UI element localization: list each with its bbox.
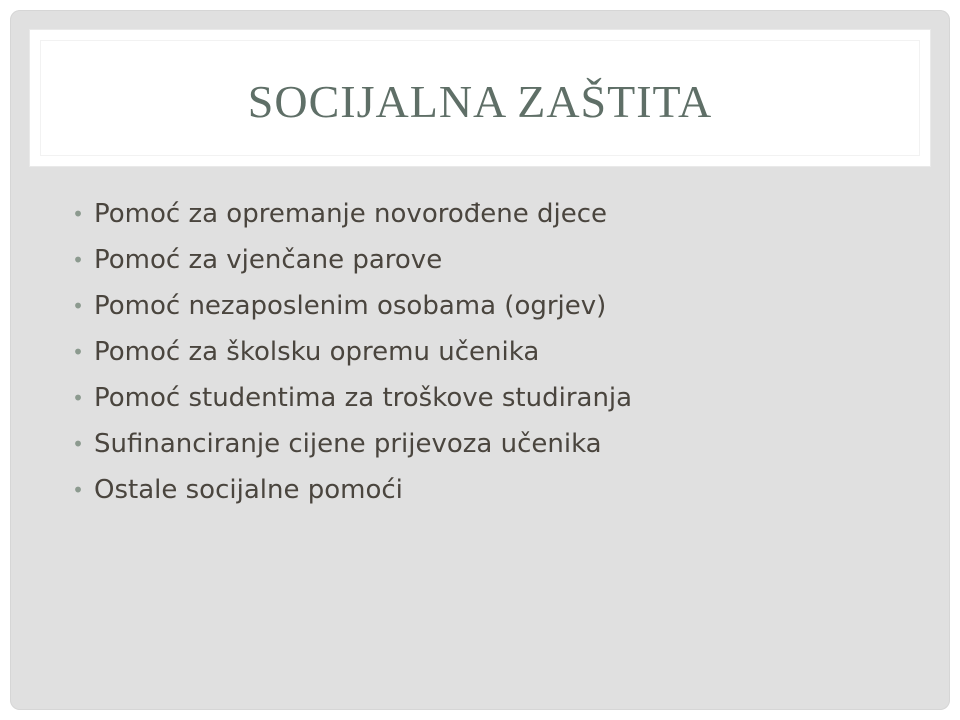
bullet-dot-icon: • bbox=[72, 248, 84, 272]
bullet-item bbox=[70, 191, 632, 237]
bullet-item bbox=[70, 237, 632, 283]
bullet-list bbox=[70, 191, 632, 513]
bullet-dot-icon: • bbox=[72, 478, 84, 502]
bullet-item bbox=[70, 421, 632, 467]
bullet-dot-icon: • bbox=[72, 294, 84, 318]
bullet-text: Pomoć nezaposlenim osobama (ogrjev) bbox=[94, 291, 607, 321]
bullet-text: Sufinanciranje cijene prijevoza učenika bbox=[94, 429, 602, 459]
bullet-text: Pomoć studentima za troškove studiranja bbox=[94, 383, 633, 413]
bullet-text: Pomoć za vjenčane parove bbox=[94, 245, 443, 275]
bullet-item bbox=[70, 375, 632, 421]
bullet-item bbox=[70, 467, 632, 513]
slide bbox=[10, 10, 950, 710]
bullet-dot-icon: • bbox=[72, 432, 84, 456]
bullet-item bbox=[70, 283, 632, 329]
bullet-dot-icon: • bbox=[72, 386, 84, 410]
slide-title: SOCIJALNA ZAŠTITA bbox=[247, 76, 713, 127]
title-box bbox=[30, 30, 930, 166]
bullet-text: Pomoć za opremanje novorođene djece bbox=[94, 199, 608, 229]
bullet-text: Ostale socijalne pomoći bbox=[94, 475, 403, 505]
bullet-text: Pomoć za školsku opremu učenika bbox=[94, 337, 540, 367]
bullet-dot-icon: • bbox=[72, 340, 84, 364]
bullet-dot-icon: • bbox=[72, 202, 84, 226]
bullet-item bbox=[70, 329, 632, 375]
